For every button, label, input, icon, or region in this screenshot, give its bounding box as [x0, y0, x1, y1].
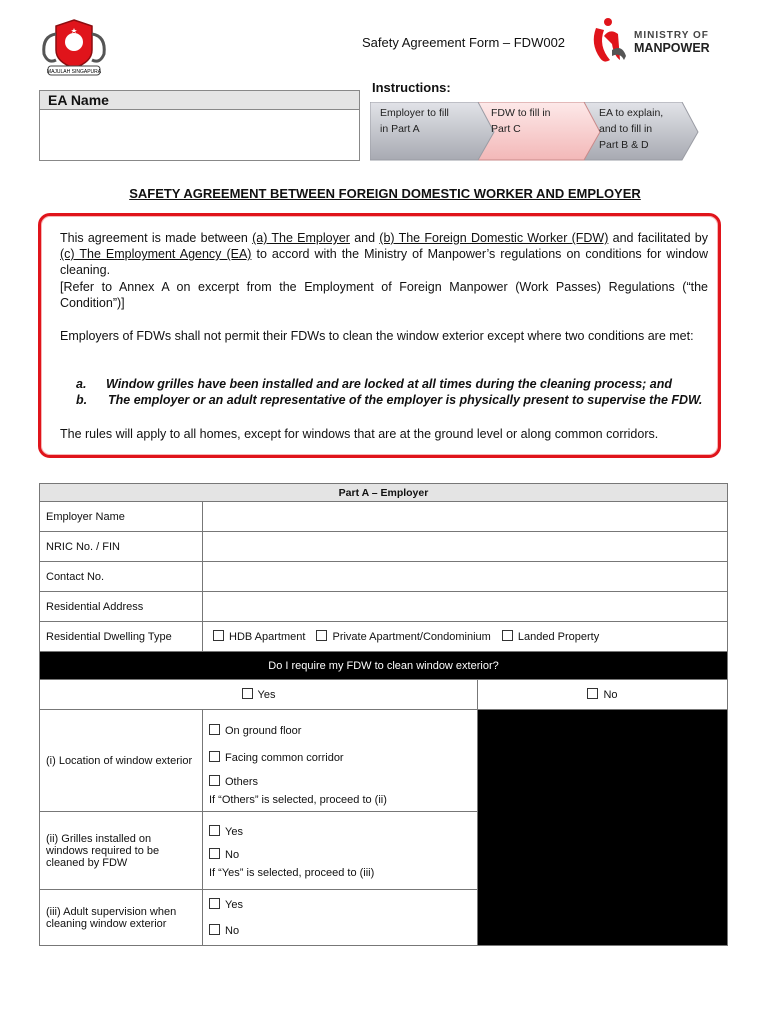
agreement-paragraph-3: The rules will apply to all homes, except for windows that are at the ground level or along common corridors. [60, 427, 659, 441]
ea-term: (c) The Employment Agency (EA) [60, 247, 252, 262]
checkbox-icon [316, 630, 327, 641]
step2-text: FDW to fill in Part C [491, 107, 551, 135]
part-a-table [39, 483, 728, 946]
grilles-note: If “Yes” is selected, proceed to (iii) [209, 867, 375, 879]
supervision-no[interactable]: No [209, 918, 471, 944]
location-note: If “Others” is selected, proceed to (ii) [209, 794, 387, 806]
employer-name-field[interactable] [203, 502, 728, 532]
step3-text: EA to explain, and to fill in Part B & D [599, 107, 664, 151]
checkbox-icon [213, 630, 224, 641]
employer-term: (a) The Employer [252, 231, 350, 245]
contact-field[interactable] [203, 562, 728, 592]
ea-name-label: EA Name [40, 91, 359, 110]
instructions-label: Instructions: [372, 80, 451, 95]
employer-name-label: Employer Name [40, 502, 203, 532]
blacked-out-panel [478, 710, 728, 946]
logo-line1: MINISTRY OF [634, 30, 709, 41]
supervision-label: (iii) Adult supervision when cleaning window exterior [40, 890, 203, 946]
crest-motto: MAJULAH SINGAPURA [46, 69, 102, 75]
checkbox-icon [209, 898, 220, 909]
dwelling-option-landed[interactable]: Landed Property [502, 631, 599, 643]
checkbox-icon [242, 688, 253, 699]
grilles-options [203, 812, 478, 890]
agreement-paragraph-2: Employers of FDWs shall not permit their FDWs to clean the window exterior except where two conditions are met: [60, 329, 694, 343]
question-no-option[interactable]: No [478, 680, 728, 710]
dwelling-option-private[interactable]: Private Apartment/Condominium [316, 631, 490, 643]
ea-name-box [39, 90, 360, 161]
checkbox-icon [209, 848, 220, 859]
window-question: Do I require my FDW to clean window exterior? [40, 652, 728, 680]
address-label: Residential Address [40, 592, 203, 622]
address-field[interactable] [203, 592, 728, 622]
fdw-term: (b) The Foreign Domestic Worker (FDW) [379, 231, 609, 245]
ea-name-field[interactable] [40, 110, 359, 160]
agreement-title: SAFETY AGREEMENT BETWEEN FOREIGN DOMESTIC WORKER AND EMPLOYER [129, 186, 641, 201]
condition-a: a. Window grilles have been installed and are locked at all times during the cleaning process; and [76, 377, 673, 391]
contact-label: Contact No. [40, 562, 203, 592]
step1-text: Employer to fill in Part A [380, 107, 449, 135]
checkbox-icon [502, 630, 513, 641]
location-options [203, 710, 478, 812]
singapore-crest-logo [34, 14, 114, 80]
logo-line2: MANPOWER [634, 41, 710, 55]
agreement-paragraph-1: This agreement is made between (a) The Employer and (b) The Foreign Domestic Worker (FDW) and facilitated by (c) The Employment Agency (EA) to accord with the Ministry of Manpower’s regulations on conditions for window cleaning. [Refer to Annex A on excerpt from the Employment of Foreign Manpower (Work Passes) Regulations (“the Condition”)] [60, 231, 708, 310]
nric-label: NRIC No. / FIN [40, 532, 203, 562]
supervision-yes[interactable]: Yes [209, 892, 471, 918]
dwelling-label: Residential Dwelling Type [40, 622, 203, 652]
location-label: (i) Location of window exterior [40, 710, 203, 812]
part-a-title: Part A – Employer [40, 484, 728, 502]
nric-field[interactable] [203, 532, 728, 562]
checkbox-icon [209, 724, 220, 735]
mom-logo [590, 14, 725, 72]
checkbox-icon [587, 688, 598, 699]
checkbox-icon [209, 924, 220, 935]
checkbox-icon [209, 751, 220, 762]
instructions-flow [370, 102, 700, 162]
checkbox-icon [209, 775, 220, 786]
dwelling-options [203, 622, 728, 652]
question-yes-option[interactable]: Yes [40, 680, 478, 710]
grilles-no[interactable]: No [209, 845, 471, 865]
dwelling-option-hdb[interactable]: HDB Apartment [213, 631, 305, 643]
location-option-ground[interactable]: On ground floor [209, 718, 471, 745]
form-title: Safety Agreement Form – FDW002 [362, 35, 566, 50]
supervision-options [203, 890, 478, 946]
condition-b: b. The employer or an adult representative of the employer is physically present to supervise the FDW. [76, 393, 703, 407]
grilles-label: (ii) Grilles installed on windows required to be cleaned by FDW [40, 812, 203, 890]
checkbox-icon [209, 825, 220, 836]
grilles-yes[interactable]: Yes [209, 820, 471, 845]
annex-reference: [Refer to Annex A on excerpt from the Employment of Foreign Manpower (Work Passes) Regulations (“the Condition”)] [60, 279, 708, 310]
location-option-others[interactable]: Others [209, 772, 471, 792]
location-option-corridor[interactable]: Facing common corridor [209, 745, 471, 772]
